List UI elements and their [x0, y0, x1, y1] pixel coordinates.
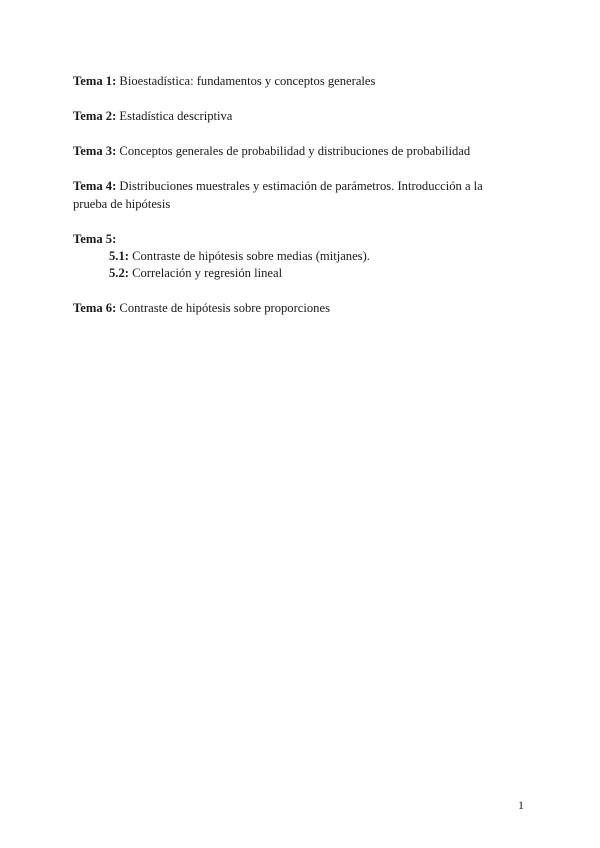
topic-4: [73, 177, 513, 213]
topic-2-label: Tema 2:: [73, 109, 117, 123]
topic-3: [73, 142, 513, 160]
subtopic-5-1: [109, 247, 509, 265]
topic-1-text: Bioestadística: fundamentos y conceptos generales: [116, 74, 376, 88]
topic-3-text: Conceptos generales de probabilidad y distribuciones de probabilidad: [116, 144, 471, 158]
page-number: 1: [518, 798, 524, 812]
topic-1: [73, 72, 513, 90]
topic-6: [73, 299, 513, 317]
topic-3-label: Tema 3:: [73, 144, 117, 158]
topic-6-label: Tema 6:: [73, 301, 117, 315]
subtopic-5-2: [109, 264, 509, 282]
topic-4-text: Distribuciones muestrales y estimación de parámetros. Introducción a la prueba de hipótesis: [73, 179, 483, 211]
topic-1-label: Tema 1:: [73, 74, 117, 88]
topic-2-text: Estadística descriptiva: [116, 109, 233, 123]
topic-2: [73, 107, 513, 125]
topic-4-label: Tema 4:: [73, 179, 117, 193]
topic-5: [73, 230, 513, 248]
subtopic-5-1-text: Contraste de hipótesis sobre medias (mitjanes).: [128, 249, 370, 263]
subtopic-5-2-label: 5.2:: [109, 266, 129, 280]
topic-6-text: Contraste de hipótesis sobre proporciones: [116, 301, 330, 315]
topic-5-label: Tema 5:: [73, 232, 117, 246]
subtopic-5-1-label: 5.1:: [109, 249, 129, 263]
subtopic-5-2-text: Correlación y regresión lineal: [128, 266, 283, 280]
